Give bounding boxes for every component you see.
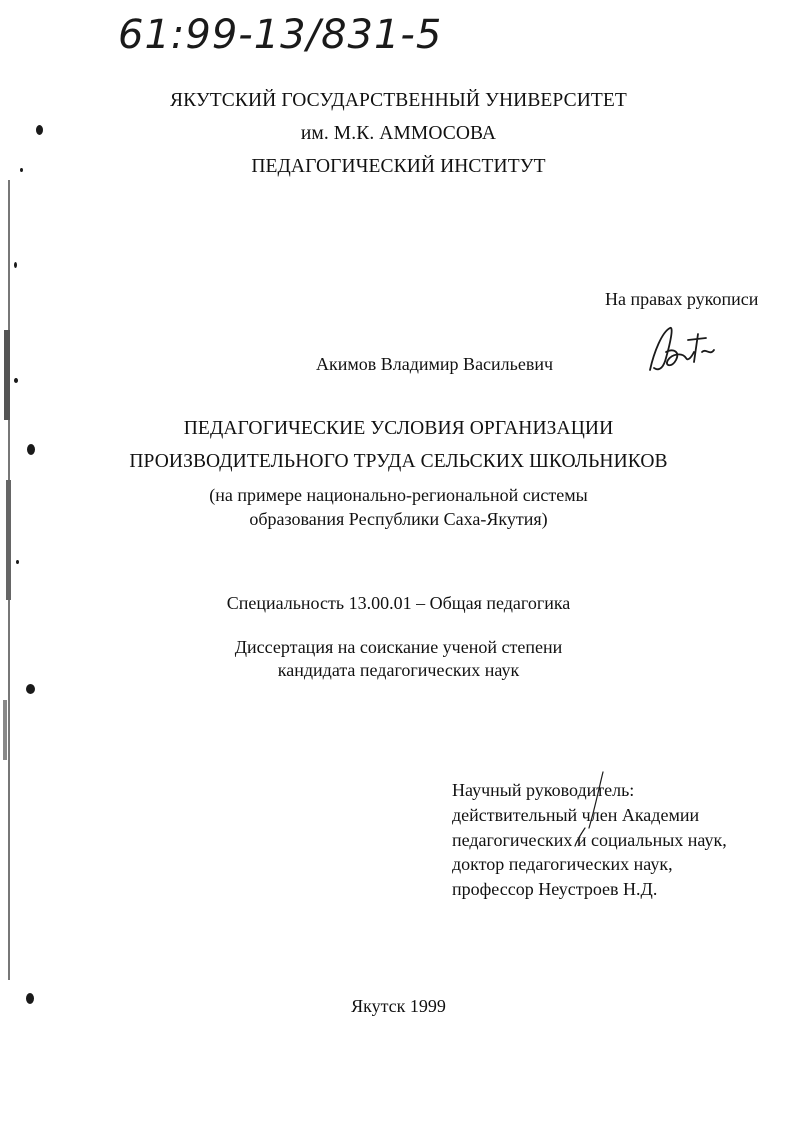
binding-hole-dot: [16, 560, 19, 564]
binding-edge-speckle: [6, 480, 11, 600]
subtitle-line-1: (на примере национально-региональной системы: [209, 485, 588, 505]
place-year: Якутск 1999: [351, 996, 446, 1016]
title-line-1: ПЕДАГОГИЧЕСКИЕ УСЛОВИЯ ОРГАНИЗАЦИИ: [183, 418, 614, 439]
university-named-after: им. М.К. АММОСОВА: [300, 123, 497, 144]
binding-hole-dot: [36, 125, 43, 135]
dissertation-line-2: кандидата педагогических наук: [277, 660, 520, 680]
supervisor-line-3: педагогических и социальных наук,: [452, 829, 727, 850]
binding-edge-speckle: [3, 700, 7, 760]
dissertation-line-1: Диссертация на соискание ученой степени: [234, 637, 563, 657]
specialty: Специальность 13.00.01 – Общая педагогика: [226, 593, 571, 613]
author-name: Акимов Владимир Васильевич: [316, 354, 554, 374]
binding-hole-dot: [26, 684, 35, 694]
manuscript-note: На правах рукописи: [605, 289, 759, 309]
university-name: ЯКУТСКИЙ ГОСУДАРСТВЕННЫЙ УНИВЕРСИТЕТ: [170, 90, 627, 111]
author-signature: [640, 322, 730, 377]
handwritten-catalog-number: 61:99-13/831-5: [118, 12, 443, 58]
binding-hole-dot: [27, 444, 35, 455]
supervisor-line-5: профессор Неустроев Н.Д.: [452, 879, 658, 900]
binding-hole-dot: [14, 262, 17, 268]
binding-hole-dot: [14, 378, 18, 383]
supervisor-line-4: доктор педагогических наук,: [452, 854, 673, 875]
supervisor-line-2: действительный член Академии: [452, 804, 700, 825]
subtitle-line-2: образования Республики Саха-Якутия): [249, 509, 548, 529]
pen-stroke-mark: [555, 768, 615, 848]
supervisor-line-1: Научный руководитель:: [452, 780, 635, 800]
binding-hole-dot: [20, 168, 23, 172]
binding-edge-speckle: [4, 330, 10, 420]
title-line-2: ПРОИЗВОДИТЕЛЬНОГО ТРУДА СЕЛЬСКИХ ШКОЛЬНИКОВ: [129, 451, 668, 472]
binding-hole-dot: [26, 993, 34, 1004]
institute-name: ПЕДАГОГИЧЕСКИЙ ИНСТИТУТ: [251, 156, 546, 177]
